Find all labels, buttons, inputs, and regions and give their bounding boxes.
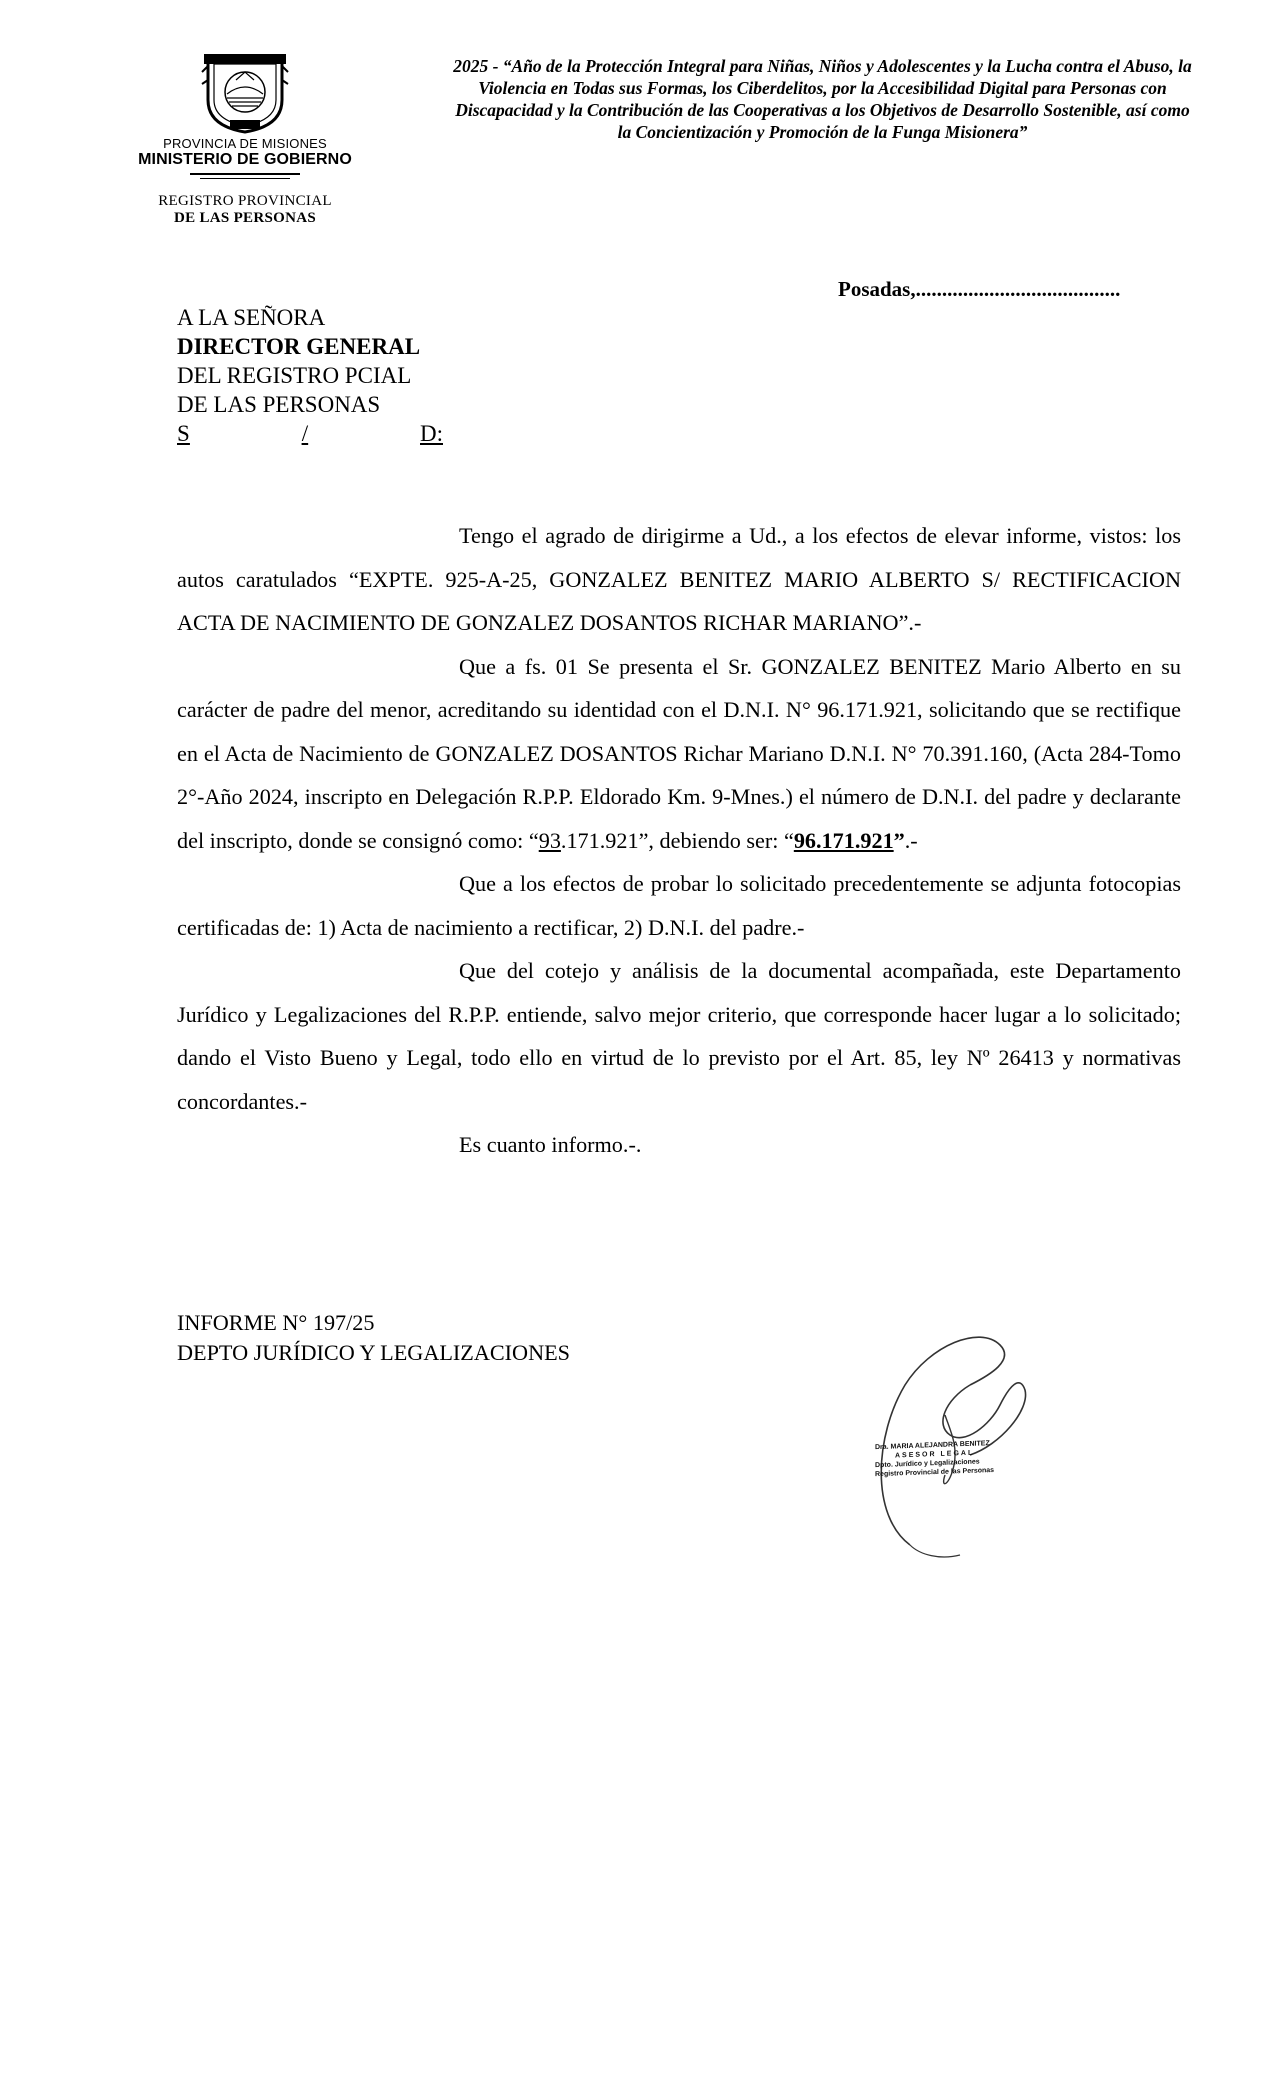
sd-s: S (177, 421, 190, 446)
paragraph: Que a los efectos de probar lo solicitado precedentemente se adjunta fotocopias certificadas de: 1) Acta de nacimiento a rectificar, 2) D.N.I. del padre.- (177, 871, 1181, 940)
registry-name-line2: DE LAS PERSONAS (173, 210, 317, 226)
sd-slash: / (301, 421, 309, 446)
report-body (177, 514, 1181, 1167)
ministry-logo-block (100, 50, 390, 240)
provincial-crest-icon (200, 50, 290, 134)
registry-name-line1: REGISTRO PROVINCIAL (158, 193, 332, 209)
addressee-line: DE LAS PERSONAS (177, 392, 381, 417)
stamp-title: ASESOR LEGAL (895, 1449, 975, 1460)
ministry-name: MINISTERIO DE GOBIERNO (138, 151, 352, 168)
place-date: Posadas,....................................... (838, 277, 1121, 301)
stamp-registry: Registro Provincial de las Personas (875, 1466, 995, 1479)
report-number: INFORME N° 197/25 (177, 1310, 375, 1335)
year-motto: 2025 - “Año de la Protección Integral para Niñas, Niños y Adolescentes y la Lucha contra el Abuso, la Violencia en Todas sus Formas, los Ciberdelitos, por la Accesibilidad Digital para Personas con Discapacidad y la Contribución de las Cooperativas a los Objetivos de Desarrollo Sostenible, así como la Concientización y Promoción de la Funga Misionera” (453, 56, 1192, 142)
correct-dni: 96.171.921 (793, 827, 894, 853)
sd-d: D: (420, 421, 443, 446)
paragraph: Tengo el agrado de dirigirme a Ud., a los efectos de elevar informe, vistos: los autos caratulados “EXPTE. 925-A-25, GONZALEZ BENITEZ MARIO ALBERTO S/ RECTIFICACION ACTA DE NACIMIENTO DE GONZALEZ DOSANTOS RICHAR MARIANO”.- (177, 523, 1181, 635)
wrong-dni-digits: 93 (538, 827, 561, 853)
su-despacho (177, 419, 443, 448)
signature-stamp (875, 1437, 1055, 1479)
paragraph: Que del cotejo y análisis de la documental acompañada, este Departamento Jurídico y Legalizaciones del R.P.P. entiende, salvo mejor criterio, que corresponde hacer lugar a lo solicitado; dando el Visto Bueno y Legal, todo ello en virtud de lo previsto por el Art. 85, ley Nº 26413 y normativas concordantes.- (177, 958, 1181, 1114)
province-name: PROVINCIA DE MISIONES (163, 136, 327, 151)
stamp-department: Dpto. Jurídico y Legalizaciones (875, 1458, 980, 1470)
addressee-line: DEL REGISTRO PCIAL (177, 363, 412, 388)
department-name: DEPTO JURÍDICO Y LEGALIZACIONES (177, 1340, 570, 1365)
paragraph-text: Que a fs. 01 Se presenta el Sr. GONZALEZ BENITEZ Mario Alberto en su carácter de padre del menor, acreditando su identidad con el D.N.I. N° 96.171.921, solicitando que se rectifique en el Acta de Nacimiento de GONZALEZ DOSANTOS Richar Mariano D.N.I. N° 70.391.160, (Acta 284-Tomo 2°-Año 2024, inscripto en Delegación R.P.P. Eldorado Km. 9-Mnes.) el número de D.N.I. del padre y declarante del inscripto, donde se consignó como: “ (177, 653, 1181, 853)
paragraph-text: .- (904, 827, 918, 853)
addressee-line: A LA SEÑORA (177, 305, 326, 330)
report-footer (177, 1308, 570, 1368)
divider (190, 173, 300, 175)
paragraph (177, 645, 1181, 863)
stamp-name: Dra. MARIA ALEJANDRA BENITEZ (875, 1440, 990, 1452)
closing-quote: ” (893, 827, 905, 853)
paragraph-text: .171.921”, debiendo ser: “ (560, 827, 794, 853)
paragraph: Es cuanto informo.-. (459, 1132, 642, 1157)
addressee-block (177, 303, 443, 448)
divider (200, 178, 290, 179)
addressee-title: DIRECTOR GENERAL (177, 334, 421, 359)
